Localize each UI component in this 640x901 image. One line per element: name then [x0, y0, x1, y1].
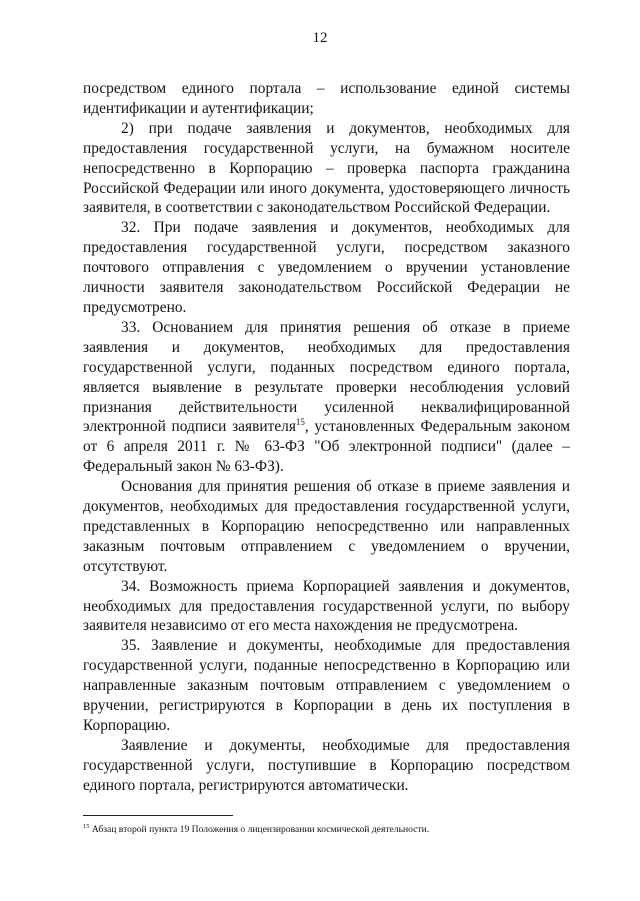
- paragraph: 34. Возможность приема Корпорацией заявления и документов, необходимых для предоставления государственной услуги, по выбору заявителя независимо от его места нахождения не предусмотрена.: [83, 577, 570, 635]
- paragraph: 35. Заявление и документы, необходимые для предоставления государственной услуги, поданные непосредственно в Корпорацию или направленные заказным почтовым отправлением с уведомлением о вручении, регистрируются в Корпорации в день их поступления в Корпорацию.: [83, 637, 570, 734]
- paragraph: Основания для принятия решения об отказе в приеме заявления и документов, необходимых для предоставления государственной услуги, представленных в Корпорацию непосредственно или направленных заказным почтовым отправлением с уведомлением о вручении, отсутствуют.: [83, 478, 570, 575]
- paragraph: 2) при подаче заявления и документов, необходимых для предоставления государственной услуги, на бумажном носителе непосредственно в Корпорацию – проверка паспорта гражданина Российской Федерации или иного документа, удостоверяющего личность заявителя, в соответствии с законодательством Российской Федерации.: [83, 119, 570, 217]
- footnote: [83, 824, 570, 836]
- footnote-mark: 15: [83, 822, 90, 830]
- footnote-reference[interactable]: 15: [295, 417, 305, 428]
- paragraph: [83, 318, 570, 477]
- page-number: 12: [312, 30, 328, 46]
- document-body: [83, 79, 570, 796]
- paragraph-text: 33. Основанием для принятия решения об отказе в приеме заявления и документов, необходимых для предоставления государственной услуги, поданных посредством единого портала, является выявление в результате проверки несоблюдения условий признания действительности усиленной неквалифицированной электронной подписи заявителя: [83, 318, 570, 436]
- footnote-divider: [83, 815, 233, 816]
- paragraph: посредством единого портала – использование единой системы идентификации и аутентификации;: [83, 80, 570, 117]
- paragraph-text: , установленных Федеральным законом от 6 апреля 2011 г. № 63-ФЗ "Об электронной подписи" (далее –Федеральный закон № 63-ФЗ).: [83, 418, 571, 476]
- paragraph: Заявление и документы, необходимые для предоставления государственной услуги, поступившие в Корпорацию посредством единого портала, регистрируются автоматически.: [83, 736, 570, 794]
- paragraph: 32. При подаче заявления и документов, необходимых для предоставления государственной услуги, посредством заказного почтового отправления с уведомлением о вручении установление личности заявителя законодательством Российской Федерации не предусмотрено.: [83, 219, 570, 316]
- footnote-text: Абзац второй пункта 19 Положения о лицензировании космической деятельности.: [89, 824, 430, 835]
